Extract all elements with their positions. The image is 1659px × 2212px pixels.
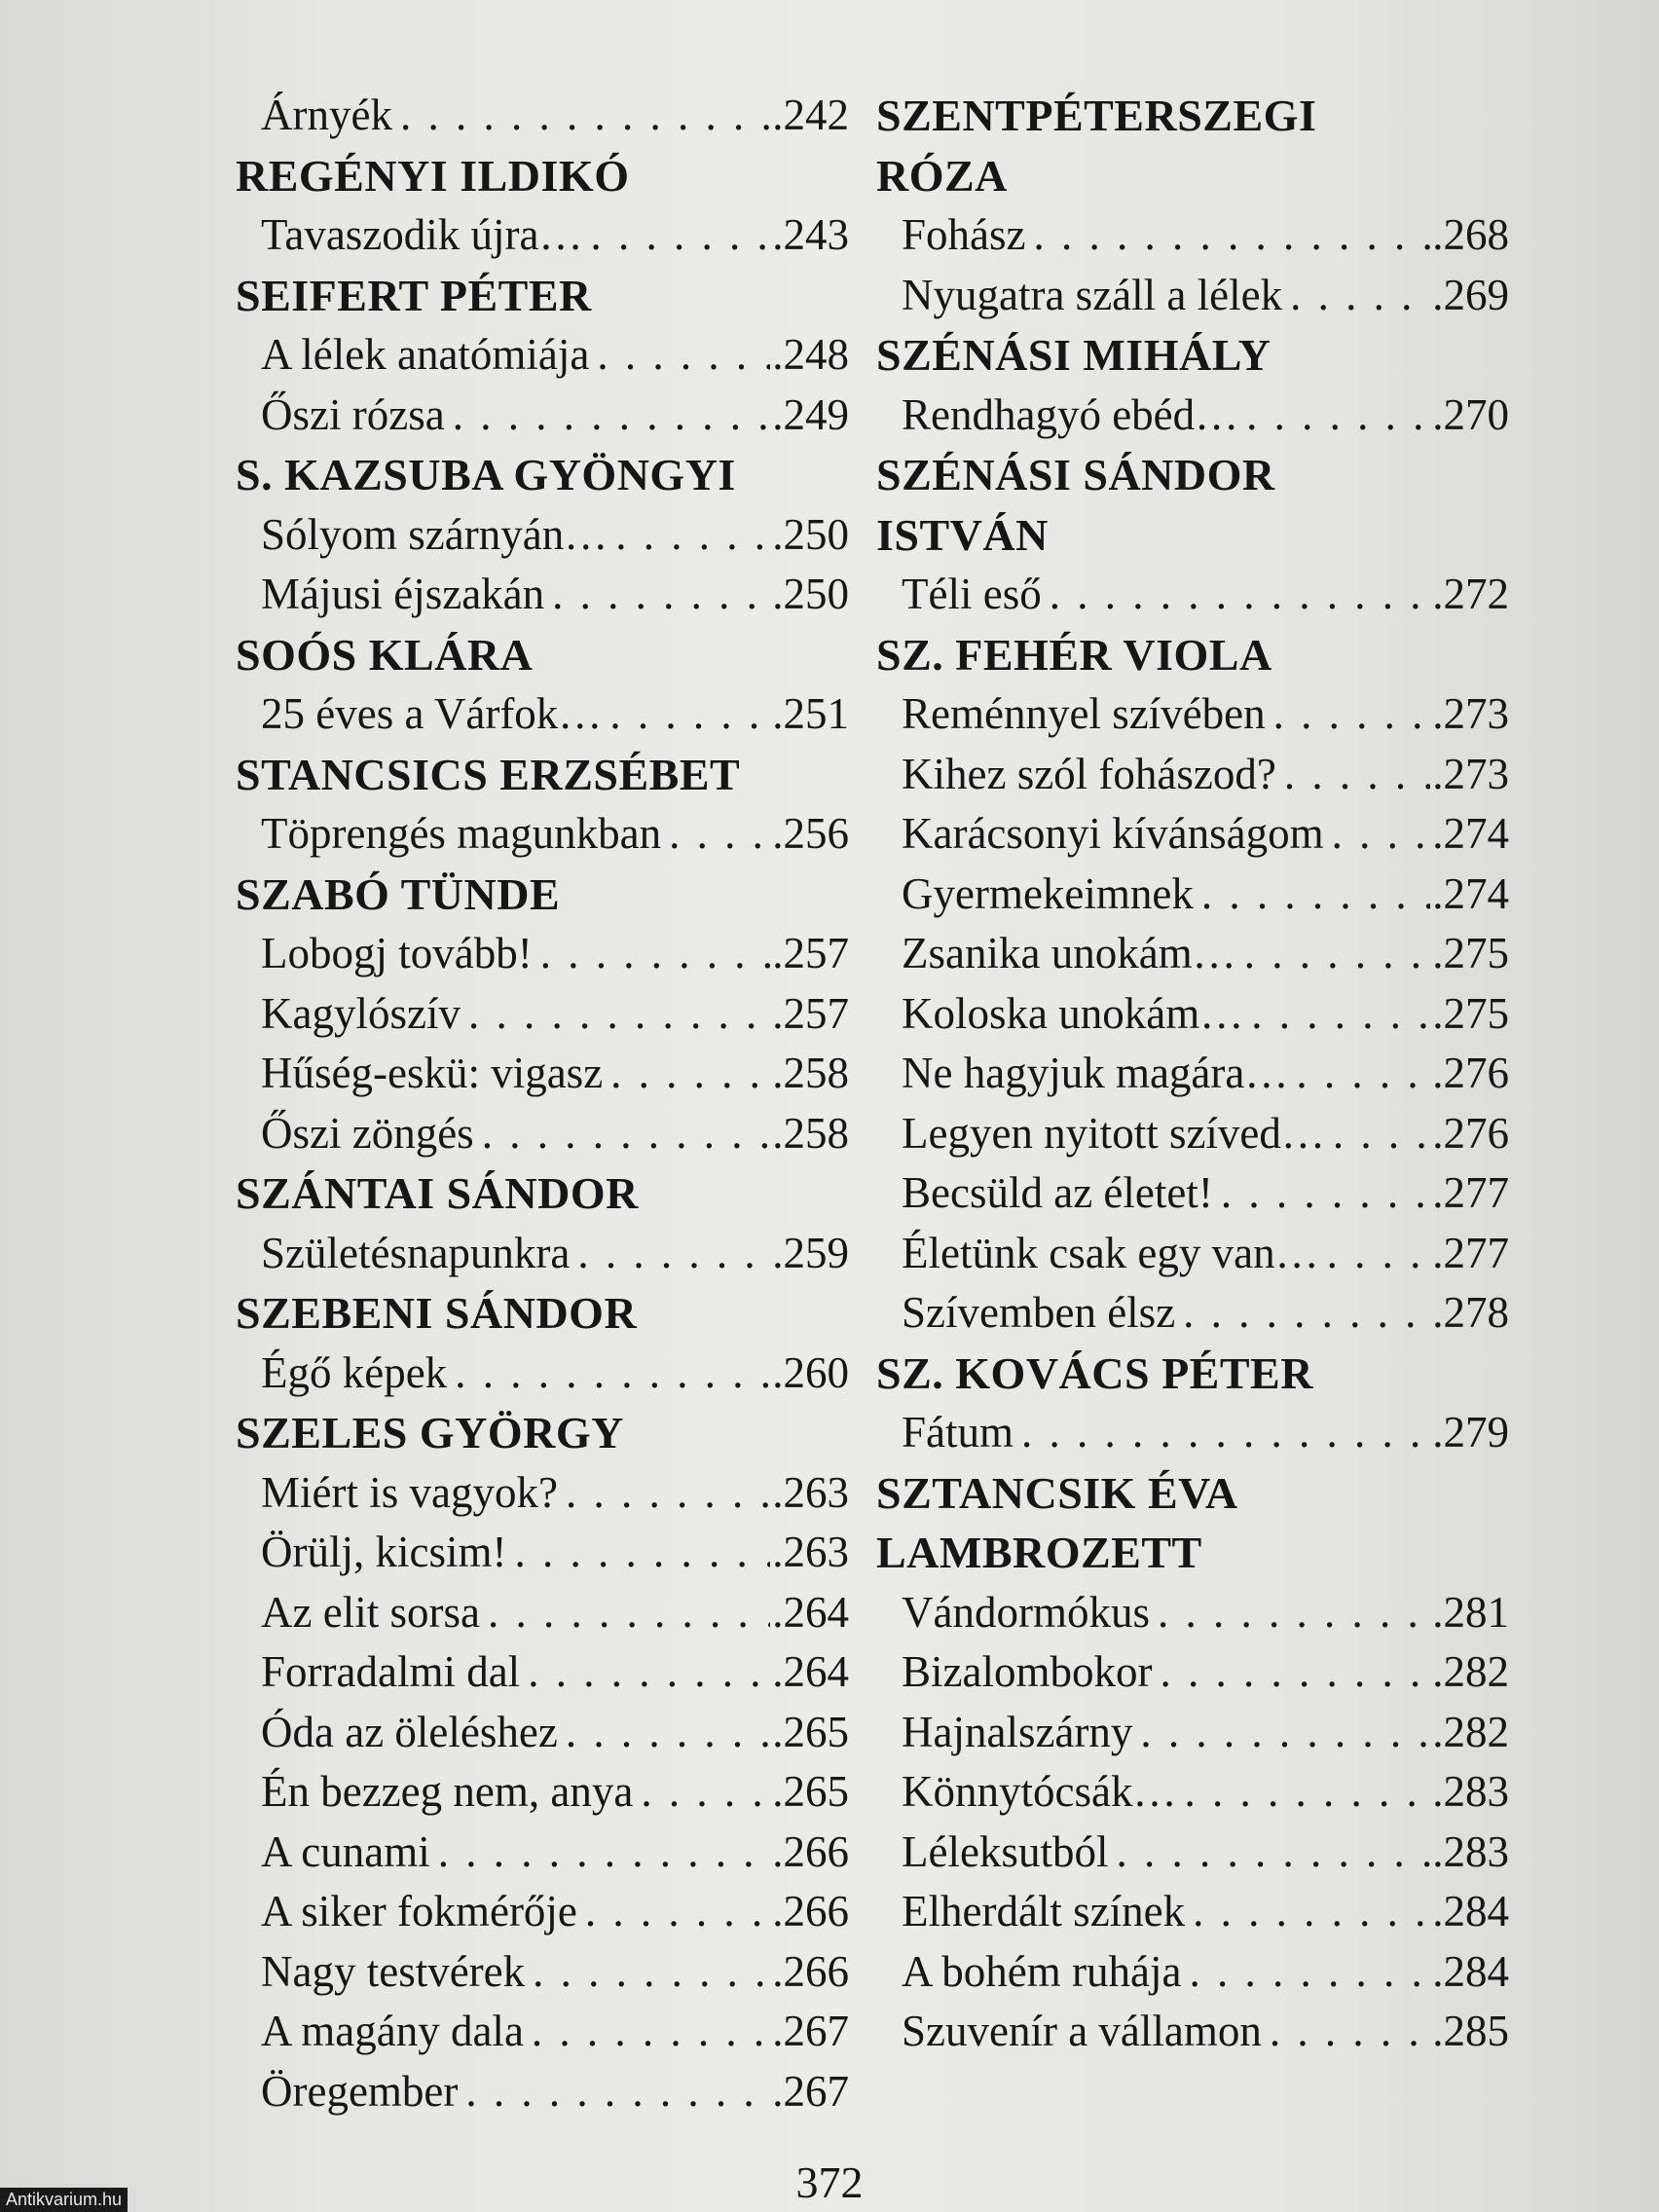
toc-leader-dots (488, 1583, 770, 1643)
toc-leader-dots (1244, 924, 1431, 984)
toc-leader-dots (1158, 1583, 1430, 1643)
toc-leader-dots (1327, 1224, 1431, 1284)
toc-entry (876, 386, 1509, 446)
toc-entry-title: Tavaszodik újra… (261, 210, 583, 259)
toc-entry (236, 325, 849, 386)
toc-entry-title: Szívemben élsz (902, 1288, 1176, 1337)
toc-leader-dots (1184, 1762, 1430, 1823)
toc-entry (876, 1583, 1509, 1643)
toc-entry-title: Legyen nyitott szíved… (902, 1108, 1325, 1158)
toc-entry-title: Zsanika unokám… (902, 929, 1236, 977)
toc-author-heading: SZENTPÉTERSZEGI (876, 91, 1317, 140)
toc-entry-page: .278 (1432, 1288, 1509, 1337)
toc-leader-dots (1183, 1283, 1430, 1344)
toc-entry-title: Vándormókus (902, 1587, 1150, 1637)
toc-leader-dots (1246, 386, 1430, 446)
toc-leader-dots (1270, 2002, 1430, 2062)
toc-entry-page: .251 (772, 689, 849, 738)
toc-entry-title: Fohász (902, 210, 1026, 259)
toc-entry (876, 865, 1509, 925)
toc-entry (876, 1703, 1509, 1763)
toc-entry-title: Öregember (261, 2066, 459, 2116)
toc-leader-dots (1050, 565, 1431, 625)
toc-leader-dots (438, 1823, 771, 1883)
toc-author-heading: RÓZA (876, 150, 1008, 201)
toc-entry-title: Égő képek (261, 1347, 448, 1397)
toc-entry-title: Töprengés magunkban (261, 809, 662, 858)
toc-entry-title: Forradalmi dal (261, 1647, 521, 1696)
toc-leader-dots (1201, 865, 1430, 925)
toc-entry-page: .275 (1432, 929, 1509, 977)
toc-entry-title: Őszi rózsa (261, 389, 445, 439)
toc-entry-title: Szuvenír a vállamon (902, 2007, 1262, 2055)
toc-entry (236, 1642, 849, 1703)
toc-entry-page: .250 (772, 509, 849, 559)
toc-entry-page: .266 (772, 1826, 849, 1876)
toc-entry-title: Őszi zöngés (261, 1108, 474, 1158)
toc-entry-page: .276 (1432, 1049, 1509, 1097)
watermark: Antikvarium.hu (0, 2188, 128, 2212)
toc-entry-page: .275 (1432, 988, 1509, 1038)
toc-entry-page: .281 (1432, 1587, 1509, 1637)
toc-entry-title: Árnyék (261, 91, 392, 139)
toc-leader-dots (1290, 266, 1430, 326)
toc-entry-page: .282 (1432, 1647, 1509, 1696)
toc-entry-page: .282 (1432, 1707, 1509, 1756)
toc-leader-dots (533, 1942, 770, 2003)
toc-leader-dots (1193, 1882, 1430, 1942)
toc-entry-title: Kihez szól fohászod? (902, 749, 1276, 798)
toc-leader-dots (610, 1044, 770, 1104)
toc-entry (876, 924, 1509, 984)
toc-author-heading: SZÉNÁSI MIHÁLY (876, 330, 1272, 380)
toc-author-heading: SOÓS KLÁRA (236, 629, 534, 680)
toc-leader-dots (532, 2002, 770, 2062)
toc-entry (876, 1642, 1509, 1703)
toc-right-column (876, 86, 1509, 2062)
toc-leader-dots (400, 86, 770, 146)
toc-entry (876, 1224, 1509, 1284)
toc-entry-page: .277 (1432, 1168, 1509, 1217)
toc-entry-page: .258 (772, 1108, 849, 1158)
toc-entry-page: .263 (772, 1467, 849, 1517)
toc-entry-page: .264 (772, 1647, 849, 1696)
toc-entry-title: Koloska unokám… (902, 988, 1244, 1038)
toc-leader-dots (1189, 1942, 1430, 2003)
toc-entry-page: .249 (772, 389, 849, 439)
toc-leader-dots (669, 804, 770, 865)
toc-entry-page: .273 (1432, 749, 1509, 798)
toc-entry-page: .267 (772, 2066, 849, 2116)
toc-leader-dots (1034, 205, 1431, 266)
toc-entry (236, 1823, 849, 1883)
toc-entry-page: .284 (1432, 1887, 1509, 1936)
toc-entry-title: Gyermekeimnek (902, 868, 1194, 918)
toc-entry (876, 1163, 1509, 1224)
toc-author-heading: SZEBENI SÁNDOR (236, 1288, 638, 1338)
toc-entry (236, 1224, 849, 1284)
toc-entry-title: Léleksutból (902, 1826, 1109, 1876)
toc-author-heading: SZTANCSIK ÉVA (876, 1467, 1238, 1518)
toc-entry-title: Miért is vagyok? (261, 1467, 558, 1517)
page-number: 372 (795, 2157, 864, 2207)
toc-author-heading: SZABÓ TÜNDE (236, 868, 561, 919)
toc-entry-title: 25 éves a Várfok… (261, 689, 603, 738)
toc-entry-title: Lobogj tovább! (261, 929, 533, 977)
toc-leader-dots (609, 684, 770, 745)
toc-entry (236, 2002, 849, 2062)
toc-entry-page: .266 (772, 1887, 849, 1936)
toc-entry-title: Nagy testvérek (261, 1946, 526, 1996)
toc-leader-dots (468, 984, 770, 1045)
toc-leader-dots (1140, 1703, 1430, 1763)
toc-author-heading: LAMBROZETT (876, 1528, 1202, 1577)
toc-entry (876, 1882, 1509, 1942)
toc-leader-dots (591, 205, 771, 266)
toc-entry-title: Becsüld az életet! (902, 1168, 1213, 1217)
toc-entry (876, 1762, 1509, 1823)
toc-entry-page: .259 (772, 1228, 849, 1277)
toc-entry (236, 984, 849, 1045)
toc-entry (236, 2062, 849, 2122)
toc-entry (876, 1942, 1509, 2003)
toc-entry-page: .266 (772, 1946, 849, 1996)
toc-author-heading: SZÉNÁSI SÁNDOR (876, 450, 1275, 499)
toc-leader-dots (1160, 1642, 1430, 1703)
toc-entry-page: .243 (772, 210, 849, 259)
toc-entry-title: Nyugatra száll a lélek (902, 270, 1283, 319)
toc-leader-dots (577, 1224, 770, 1284)
toc-entry (876, 1283, 1509, 1344)
toc-author-heading: SZ. FEHÉR VIOLA (876, 629, 1272, 680)
toc-author-heading: SZELES GYÖRGY (236, 1408, 624, 1457)
toc-entry-page: .269 (1432, 270, 1509, 319)
toc-entry-title: Rendhagyó ebéd… (902, 389, 1239, 439)
toc-author-heading: REGÉNYI ILDIKÓ (236, 150, 630, 201)
toc-leader-dots (597, 325, 770, 386)
toc-entry (236, 1523, 849, 1583)
toc-entry-title: Hűség-eskü: vigasz (261, 1049, 604, 1097)
toc-entry (236, 1104, 849, 1164)
toc-entry-page: .285 (1432, 2007, 1509, 2055)
toc-entry-title: Örülj, kicsim! (261, 1528, 507, 1576)
toc-entry (876, 745, 1509, 805)
toc-leader-dots (1021, 1403, 1430, 1463)
toc-leader-dots (514, 1523, 770, 1583)
toc-entry (876, 2002, 1509, 2062)
toc-entry-title: Reménnyel szívében (902, 689, 1266, 738)
toc-entry-page: .265 (772, 1707, 849, 1756)
toc-entry-page: .267 (772, 2007, 849, 2055)
toc-leader-dots (1296, 1044, 1430, 1104)
toc-entry-page: .279 (1432, 1408, 1509, 1456)
toc-entry (876, 684, 1509, 745)
toc-entry-title: Születésnapunkra (261, 1228, 571, 1277)
toc-author-heading: SEIFERT PÉTER (236, 270, 592, 320)
toc-entry-title: Ne hagyjuk magára… (902, 1049, 1289, 1097)
toc-entry-title: Életünk csak egy van… (902, 1228, 1319, 1277)
toc-entry (876, 1403, 1509, 1463)
toc-leader-dots (1273, 684, 1431, 745)
toc-entry-page: .274 (1432, 868, 1509, 918)
toc-entry-title: Sólyom szárnyán… (261, 509, 608, 559)
toc-leader-dots (1284, 745, 1430, 805)
toc-author-heading: SZÁNTAI SÁNDOR (236, 1168, 639, 1218)
toc-entry (236, 1044, 849, 1104)
toc-leader-dots (585, 1882, 770, 1942)
toc-entry-page: .283 (1432, 1826, 1509, 1876)
toc-entry-title: Én bezzeg nem, anya (261, 1767, 634, 1816)
toc-entry (236, 205, 849, 266)
toc-entry (236, 505, 849, 566)
toc-left-column (236, 86, 849, 2121)
toc-entry-title: Óda az öleléshez (261, 1707, 558, 1756)
toc-entry (236, 1882, 849, 1942)
toc-author-heading: STANCSICS ERZSÉBET (236, 749, 741, 799)
toc-entry-title: Bizalombokor (902, 1647, 1153, 1696)
toc-entry (236, 1942, 849, 2003)
toc-entry-page: .284 (1432, 1946, 1509, 1996)
toc-entry-page: .277 (1432, 1228, 1509, 1277)
toc-entry (876, 266, 1509, 326)
toc-leader-dots (528, 1642, 770, 1703)
toc-leader-dots (1251, 984, 1430, 1045)
toc-entry-page: .250 (772, 570, 849, 618)
toc-leader-dots (455, 1344, 770, 1404)
toc-entry-page: .265 (772, 1767, 849, 1816)
toc-entry (876, 1823, 1509, 1883)
toc-author-heading: ISTVÁN (876, 509, 1049, 560)
toc-entry (236, 386, 849, 446)
toc-entry-page: .242 (772, 91, 849, 139)
toc-entry-page: .272 (1432, 570, 1509, 618)
toc-entry (236, 804, 849, 865)
toc-entry (236, 684, 849, 745)
toc-entry (876, 1044, 1509, 1104)
toc-entry-title: Fátum (902, 1408, 1014, 1456)
toc-entry-page: .268 (1432, 210, 1509, 259)
toc-entry-page: .257 (772, 929, 849, 977)
toc-entry-page: .274 (1432, 809, 1509, 858)
toc-entry-page: .258 (772, 1049, 849, 1097)
toc-leader-dots (1116, 1823, 1430, 1883)
toc-leader-dots (615, 505, 770, 566)
toc-entry (236, 565, 849, 625)
toc-entry (236, 1583, 849, 1643)
toc-entry-title: Kagylószív (261, 988, 461, 1038)
toc-leader-dots (1333, 1104, 1430, 1164)
toc-entry-title: Az elit sorsa (261, 1587, 480, 1637)
toc-entry-page: .270 (1432, 389, 1509, 439)
toc-entry (236, 1762, 849, 1823)
toc-entry-title: A bohém ruhája (902, 1946, 1182, 1996)
toc-entry (876, 565, 1509, 625)
toc-entry (236, 924, 849, 984)
toc-entry-title: Téli eső (902, 570, 1042, 618)
toc-author-heading: S. KAZSUBA GYÖNGYI (236, 450, 736, 499)
toc-entry (876, 205, 1509, 266)
toc-entry-page: .248 (772, 330, 849, 379)
toc-entry-title: Hajnalszárny (902, 1707, 1133, 1756)
toc-entry-title: A cunami (261, 1826, 430, 1876)
toc-entry (236, 1344, 849, 1404)
toc-entry-title: A magány dala (261, 2007, 524, 2055)
toc-entry-title: Karácsonyi kívánságom (902, 809, 1324, 858)
toc-leader-dots (540, 924, 771, 984)
toc-entry-page: .260 (772, 1347, 849, 1397)
toc-entry-page: .263 (772, 1528, 849, 1576)
toc-leader-dots (1221, 1163, 1430, 1224)
toc-entry-page: .283 (1432, 1767, 1509, 1816)
toc-entry (876, 804, 1509, 865)
toc-leader-dots (566, 1463, 770, 1524)
toc-entry (876, 1104, 1509, 1164)
toc-leader-dots (453, 386, 771, 446)
toc-entry-title: Elherdált színek (902, 1887, 1186, 1936)
toc-entry-page: .276 (1432, 1108, 1509, 1158)
toc-entry-title: A lélek anatómiája (261, 330, 590, 379)
toc-entry-page: .256 (772, 809, 849, 858)
toc-leader-dots (641, 1762, 770, 1823)
toc-leader-dots (465, 2062, 770, 2122)
toc-entry (236, 1703, 849, 1763)
toc-leader-dots (566, 1703, 770, 1763)
toc-leader-dots (482, 1104, 771, 1164)
toc-entry-page: .273 (1432, 689, 1509, 738)
toc-entry-title: Májusi éjszakán (261, 570, 545, 618)
toc-entry-page: .264 (772, 1587, 849, 1637)
toc-entry-title: Könnytócsák… (902, 1767, 1177, 1816)
toc-leader-dots (1332, 804, 1431, 865)
toc-leader-dots (552, 565, 770, 625)
toc-author-heading: SZ. KOVÁCS PÉTER (876, 1347, 1313, 1398)
toc-entry-title: A siker fokmérője (261, 1887, 577, 1936)
toc-entry (236, 86, 849, 146)
toc-entry-page: .257 (772, 988, 849, 1038)
toc-entry (876, 984, 1509, 1045)
toc-entry (236, 1463, 849, 1524)
